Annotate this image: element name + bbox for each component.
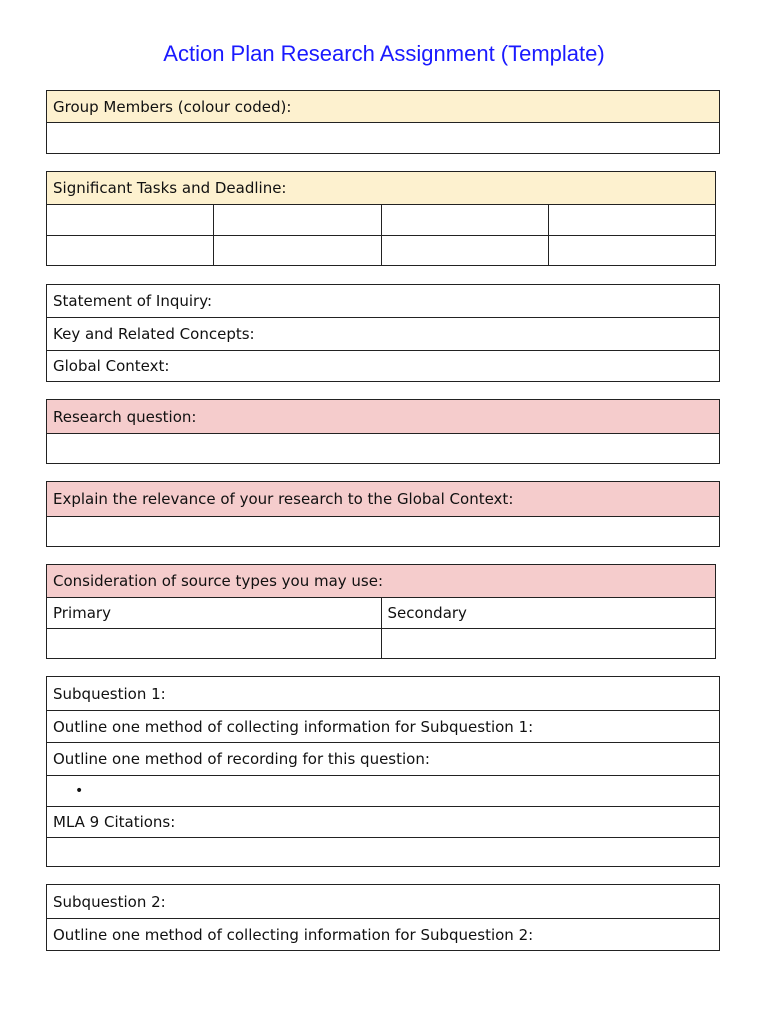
subquestion-1-collecting-row[interactable] — [47, 711, 719, 743]
group-members-table — [46, 90, 720, 154]
recording-bullet-row[interactable] — [47, 776, 719, 807]
key-concepts-label: Key and Related Concepts: — [53, 325, 255, 343]
task-cell[interactable] — [382, 236, 549, 265]
sources-entry-row — [47, 629, 715, 658]
citations-label: MLA 9 Citations: — [53, 813, 176, 831]
subquestion-2-table — [46, 884, 720, 951]
task-cell[interactable] — [214, 205, 381, 235]
subquestion-1-recording-label: Outline one method of recording for this question: — [53, 750, 430, 768]
bullet-point: • — [75, 783, 84, 799]
tasks-header — [47, 172, 715, 205]
task-cell[interactable] — [549, 205, 715, 235]
primary-entry[interactable] — [47, 629, 382, 658]
sources-table — [46, 564, 716, 659]
tasks-table — [46, 171, 716, 266]
statement-of-inquiry-row[interactable] — [47, 285, 719, 318]
global-context-row[interactable] — [47, 351, 719, 381]
citations-entry[interactable] — [47, 838, 719, 866]
secondary-entry[interactable] — [382, 629, 716, 658]
task-cell[interactable] — [382, 205, 549, 235]
subquestion-2-row[interactable] — [47, 885, 719, 919]
citations-row — [47, 807, 719, 838]
research-question-table — [46, 399, 720, 464]
subquestion-2-collecting-label: Outline one method of collecting information for Subquestion 2: — [53, 925, 534, 944]
subquestion-1-row[interactable] — [47, 677, 719, 711]
relevance-table — [46, 481, 720, 547]
research-question-entry[interactable] — [47, 434, 719, 463]
tasks-label: Significant Tasks and Deadline: — [53, 179, 287, 197]
primary-label: Primary — [53, 604, 111, 622]
task-cell[interactable] — [47, 205, 214, 235]
relevance-header — [47, 482, 719, 517]
sources-columns-row — [47, 598, 715, 629]
subquestion-1-collecting-label: Outline one method of collecting information for Subquestion 1: — [53, 717, 534, 736]
primary-column-header — [47, 598, 382, 628]
secondary-column-header — [382, 598, 716, 628]
research-question-header — [47, 400, 719, 434]
group-members-header — [47, 91, 719, 123]
subquestion-1-recording-row[interactable] — [47, 743, 719, 776]
relevance-label: Explain the relevance of your research to the Global Context: — [53, 490, 514, 508]
tasks-row — [47, 236, 715, 265]
page-title: Action Plan Research Assignment (Template) — [163, 41, 605, 66]
task-cell[interactable] — [214, 236, 381, 265]
subquestion-2-collecting-row[interactable] — [47, 919, 719, 950]
subquestion-1-table — [46, 676, 720, 867]
subquestion-1-label: Subquestion 1: — [53, 684, 166, 703]
relevance-entry[interactable] — [47, 517, 719, 546]
subquestion-2-label: Subquestion 2: — [53, 892, 166, 911]
group-members-entry[interactable] — [47, 123, 719, 153]
key-concepts-row[interactable] — [47, 318, 719, 351]
statement-of-inquiry-label: Statement of Inquiry: — [53, 292, 213, 310]
task-cell[interactable] — [47, 236, 214, 265]
research-question-label: Research question: — [53, 407, 197, 426]
task-cell[interactable] — [549, 236, 715, 265]
sources-header — [47, 565, 715, 598]
secondary-label: Secondary — [387, 604, 467, 622]
sources-label: Consideration of source types you may use: — [53, 572, 384, 590]
group-members-label: Group Members (colour coded): — [53, 97, 292, 116]
inquiry-table — [46, 284, 720, 382]
global-context-label: Global Context: — [53, 357, 170, 375]
tasks-row — [47, 205, 715, 236]
